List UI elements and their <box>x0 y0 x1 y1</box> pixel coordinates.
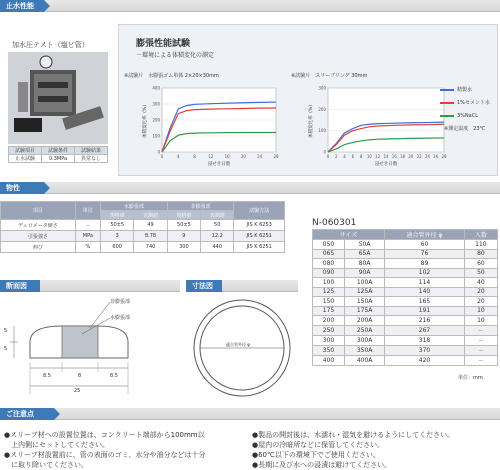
table-row: 050 50A 60 110 <box>313 240 498 250</box>
section-title: ご注意点 <box>0 408 54 420</box>
x-tick-label: 20 <box>408 154 414 159</box>
chart-subtitle: －環境による体積変化の測定 <box>136 52 215 59</box>
section-bar-cross <box>0 280 180 292</box>
x-tick-label: 14 <box>383 154 389 159</box>
dimension-diagram <box>186 294 298 402</box>
label-expand: 水膨張部 <box>110 315 131 321</box>
dim-d2: 8 <box>78 373 82 379</box>
cross-section-diagram <box>0 294 180 404</box>
dim-d1: 8.5 <box>43 373 51 379</box>
notes-right: ●製品の開封後は、水濡れ・湿気を避けるようにしてください。 ●屋内の冷暗所などに保管してください。 ●60℃以下の環境下でご使用ください。 ●長期に及び水への浸漬は避けてください。 <box>252 431 455 469</box>
x-tick-label: 24 <box>424 154 430 159</box>
size-table: サイズ 適合管外径 φ 入数 050 50A 60 110 065 65A 76 80 080 80A 89 60 090 90A 102 50 100 100A 114 40 125 125A 140 20 150 150A 165 20 175 175A 191 10 200 200A 216 10 250 250A 267 － 300 300A 318 － 350 350A 370 － 400 400A 420 － <box>312 229 498 366</box>
x-tick-label: 2 <box>335 154 338 159</box>
legend-note: ※測定温度 23℃ <box>444 126 486 132</box>
plot-area-1 <box>328 88 444 152</box>
x-tick-label: 18 <box>400 154 406 159</box>
test-table: 試験項目 試験条件 試験結果 止水試験 0.3MPa 異常なし <box>8 146 108 163</box>
table-row: 175 175A 191 10 <box>313 306 498 316</box>
y-tick-label: 300 <box>152 101 160 107</box>
x-axis-label: 浸せき日数 <box>207 162 231 167</box>
y-tick-label: 0 <box>157 149 160 155</box>
table-row: 350 350A 370 － <box>313 345 498 355</box>
section-title: 物性 <box>0 182 44 194</box>
y-tick-label: 200 <box>318 106 326 112</box>
notes-left: ●スリーブ材への設置位置は、コンクリート端部から100mm以 上内側にセットしてください。 ●スリーブ材設置前に、管の表面のゴミ、水分や油分などは十分 に取り除いてください。 <box>4 431 206 469</box>
x-tick-label: 4 <box>177 154 180 159</box>
x-tick-label: 12 <box>375 154 381 159</box>
x-tick-label: 26 <box>433 154 439 159</box>
x-tick-label: 28 <box>273 154 279 159</box>
dim-label: 適合管外径 φ <box>226 342 250 347</box>
legend-nacl: 3%NaCL <box>457 113 479 119</box>
part-number: N-060301 <box>312 218 357 228</box>
table-row: 080 80A 89 60 <box>313 259 498 269</box>
test-photo <box>8 52 108 144</box>
legend-swatch-water <box>440 89 454 91</box>
y-tick-label: 100 <box>152 133 160 139</box>
x-axis-label: 浸せき日数 <box>374 162 398 167</box>
legend-swatch-nacl <box>440 115 454 117</box>
legend-swatch-cement <box>440 102 454 104</box>
x-tick-label: 0 <box>160 154 164 159</box>
table-row: 200 200A 216 10 <box>313 316 498 326</box>
y-axis-label: 体積変化率（%） <box>143 102 148 138</box>
chart-right-label: ※試験片 スリーブリング 30mm <box>291 73 368 79</box>
x-tick-label: 24 <box>257 154 263 159</box>
x-tick-label: 20 <box>240 154 246 159</box>
table-row: 150 150A 165 20 <box>313 297 498 307</box>
section-title: 寸法図 <box>186 280 222 292</box>
x-tick-label: 22 <box>416 154 422 159</box>
legend-cement: 1%セメント水 <box>457 100 490 106</box>
test-title: 加水圧テスト（塩ビ管） <box>12 41 89 49</box>
section-bar-water-stop <box>0 0 500 12</box>
table-row: 300 300A 318 － <box>313 335 498 345</box>
table-row: 090 90A 102 50 <box>313 268 498 278</box>
table-row: 125 125A 140 20 <box>313 287 498 297</box>
table-row: 250 250A 267 － <box>313 325 498 335</box>
table-row: 400 400A 420 － <box>313 355 498 365</box>
y-tick-label: 300 <box>318 85 326 91</box>
x-tick-label: 0 <box>326 154 330 159</box>
y-axis-label: 体積変化率（%） <box>309 102 314 138</box>
section-bar-dim <box>186 280 298 292</box>
y-tick-label: 0 <box>323 149 326 155</box>
dim-total: 25 <box>74 388 81 394</box>
props-table: 項目 単位 水膨張部 非膨張部 試験方法 規格値 実測値 規格値 実測値 デュロメータ硬さ － 50±5 49 50±5 50 JIS K 6253 引張強さ MPa 3 8.78 9 12.2 JIS K 6251 伸び % 600 740 300 440 JIS K 6251 <box>0 201 285 253</box>
y-tick-label: 100 <box>318 128 326 134</box>
x-tick-label: 16 <box>391 154 397 159</box>
table-row: 100 100A 114 40 <box>313 278 498 288</box>
table-row: デュロメータ硬さ － 50±5 49 50±5 50 JIS K 6253 <box>1 220 285 231</box>
dim-d3: 8.5 <box>110 373 118 379</box>
y-tick-label: 200 <box>152 117 160 123</box>
section-title: 断面図 <box>0 280 40 292</box>
dim-h1: 5 <box>4 328 8 334</box>
table-row: 引張強さ MPa 3 8.78 9 12.2 JIS K 6251 <box>1 231 285 242</box>
legend-water: 精製水 <box>457 87 473 93</box>
section-bar-notes <box>0 408 500 420</box>
table-row: 伸び % 600 740 300 440 JIS K 6251 <box>1 242 285 253</box>
label-non-expand: 非膨張部 <box>110 299 131 305</box>
x-tick-label: 16 <box>224 154 230 159</box>
chart-legend <box>440 84 490 136</box>
x-tick-label: 12 <box>208 154 214 159</box>
table-row: 065 65A 76 80 <box>313 249 498 259</box>
x-tick-label: 8 <box>193 154 196 159</box>
x-tick-label: 4 <box>343 154 346 159</box>
chart-left-label: ※試験片 水膨張ゴム単体 2×20×30mm <box>124 73 219 79</box>
x-tick-label: 8 <box>359 154 363 159</box>
x-tick-label: 6 <box>351 154 355 159</box>
x-tick-label: 28 <box>441 154 447 159</box>
y-tick-label: 400 <box>152 85 160 91</box>
chart-title: 膨張性能試験 <box>136 39 191 49</box>
dim-h2: 5 <box>4 346 8 352</box>
section-bar-props <box>0 182 500 194</box>
unit-note: 単位：mm <box>458 375 483 381</box>
section-title: 止水性能 <box>0 0 44 12</box>
x-tick-label: 10 <box>366 154 372 159</box>
